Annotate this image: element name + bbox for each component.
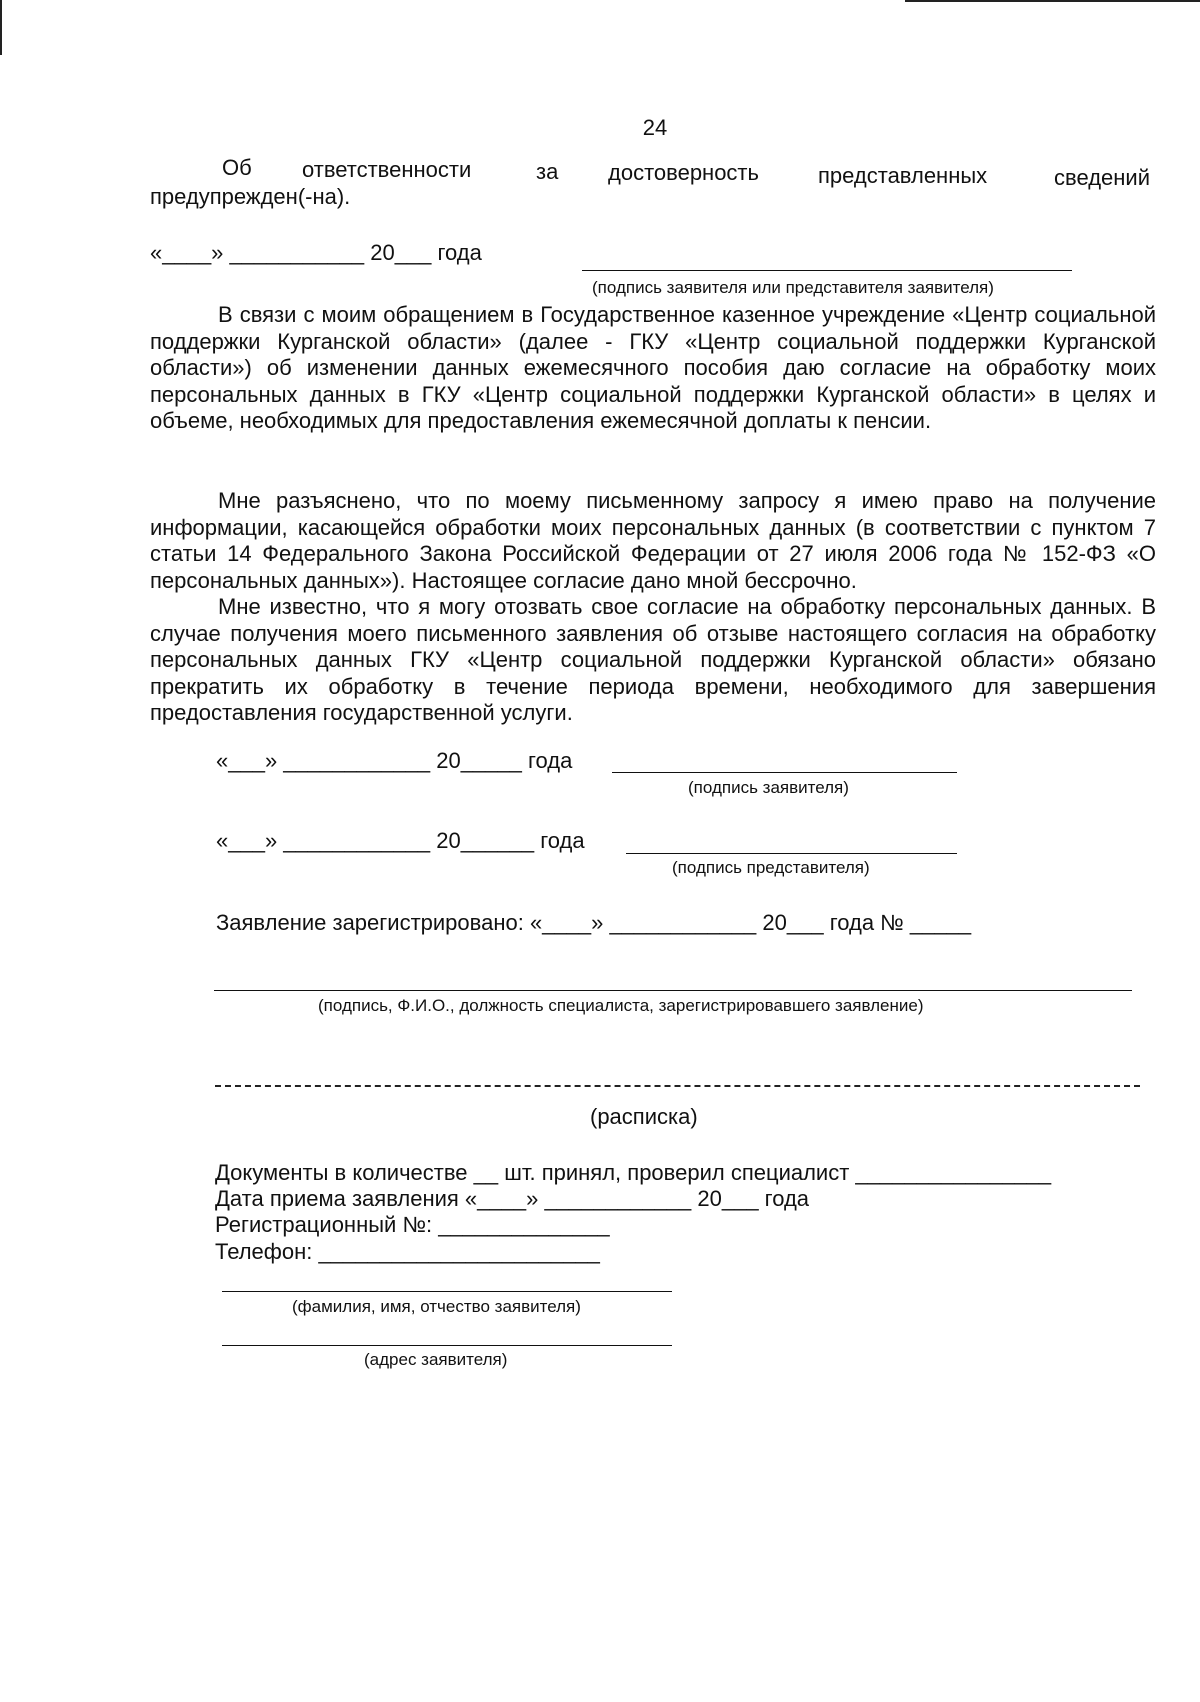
signature-caption-1: (подпись заявителя или представителя заявителя)	[592, 278, 994, 297]
date-field-1: «____» ___________ 20___ года	[150, 240, 482, 265]
receipt-documents-line: Документы в количестве __ шт. принял, проверил специалист ________________	[215, 1160, 1052, 1185]
representative-signature-caption: (подпись представителя)	[672, 858, 870, 877]
registration-line: Заявление зарегистрировано: «____» ____________ 20___ года № _____	[216, 910, 972, 935]
receipt-reg-number-line: Регистрационный №: ______________	[215, 1212, 610, 1237]
resp-word: Об	[222, 155, 252, 180]
registration-signature-line	[214, 990, 1132, 991]
applicant-signature-caption: (подпись заявителя)	[688, 778, 849, 797]
resp-word: достоверность	[608, 160, 759, 185]
resp-word: за	[536, 159, 559, 184]
resp-word: представленных	[818, 163, 988, 188]
applicant-date-field: «___» ____________ 20_____ года	[216, 748, 573, 773]
signature-line-1	[582, 270, 1072, 271]
representative-date-field: «___» ____________ 20______ года	[216, 828, 585, 853]
applicant-name-line	[222, 1291, 672, 1292]
consent-paragraph-2: Мне разъяснено, что по моему письменному запросу я имею право на получение информации, касающейся обработки моих персональных данных (в соответствии с пунктом 7 статьи 14 Федерального Закона Российской Федерации от 27 июля 2006 года № 152-ФЗ «О персональных данных»). Настоящее согласие дано мной бессрочно.	[150, 488, 1156, 593]
registration-caption: (подпись, Ф.И.О., должность специалиста, зарегистрировавшего заявление)	[318, 996, 924, 1015]
applicant-address-caption: (адрес заявителя)	[364, 1350, 508, 1369]
applicant-address-line	[222, 1345, 672, 1346]
resp-word: сведений	[1054, 165, 1150, 190]
consent-paragraph-1: В связи с моим обращением в Государственное казенное учреждение «Центр социальной поддержки Курганской области» (далее - ГКУ «Центр социальной поддержки Курганской области») об изменении данных ежемесячного пособия даю согласие на обработку моих персональных данных в ГКУ «Центр социальной поддержки Курганской области» в целях и объеме, необходимых для предоставления ежемесячной доплаты к пенсии.	[150, 302, 1156, 433]
scan-edge-top	[905, 0, 1200, 2]
applicant-name-caption: (фамилия, имя, отчество заявителя)	[292, 1297, 581, 1316]
scan-edge-left	[0, 0, 2, 55]
resp-word: ответственности	[302, 157, 472, 182]
cut-line	[215, 1085, 1140, 1087]
receipt-phone-line: Телефон: _______________________	[215, 1239, 600, 1264]
receipt-date-line: Дата приема заявления «____» ____________ 20___ года	[215, 1186, 810, 1211]
receipt-title: (расписка)	[590, 1104, 698, 1129]
page-number: 24	[642, 115, 668, 140]
consent-paragraph-3: Мне известно, что я могу отозвать свое согласие на обработку персональных данных. В случае получения моего письменного заявления об отзыве настоящего согласия на обработку персональных данных ГКУ «Центр социальной поддержки Курганской области» обязано прекратить их обработку в течение периода времени, необходимого для завершения предоставления государственной услуги.	[150, 594, 1156, 725]
resp-line-2: предупрежден(-на).	[150, 184, 351, 209]
applicant-signature-line	[612, 772, 957, 773]
representative-signature-line	[626, 853, 957, 854]
